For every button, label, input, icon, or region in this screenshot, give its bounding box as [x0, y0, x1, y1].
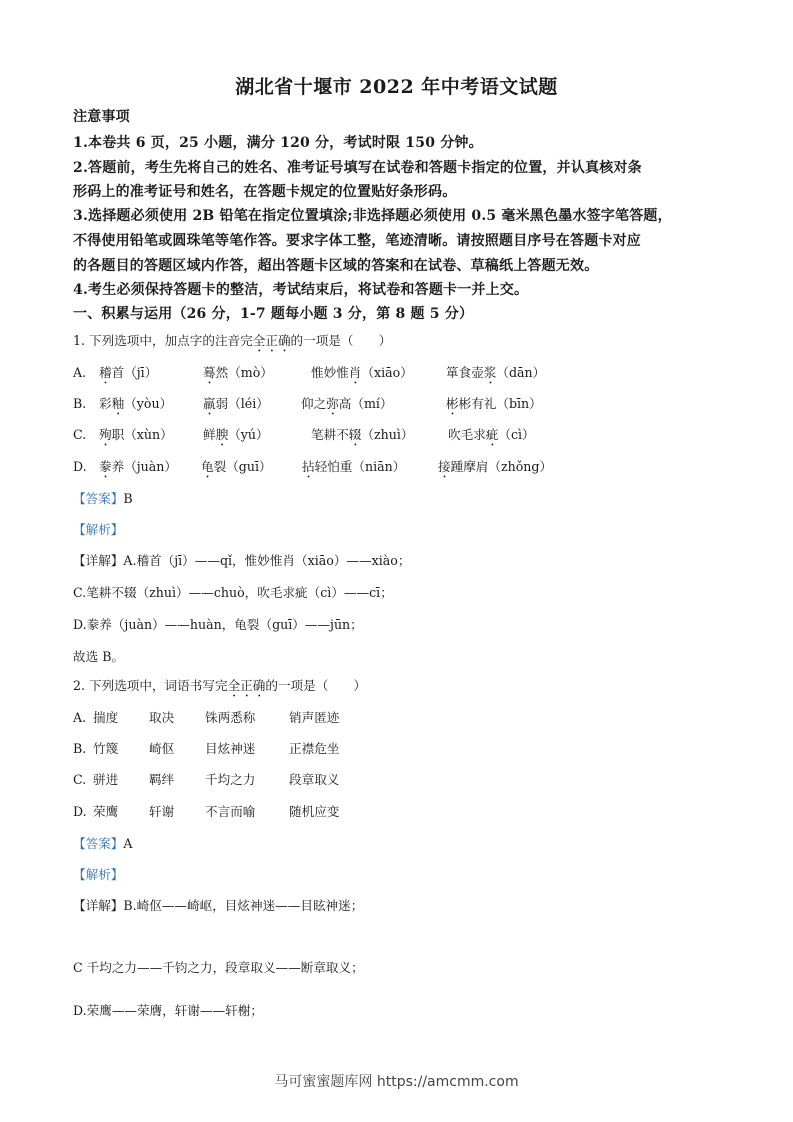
question-2-detail: C 千均之力——千钧之力，段章取义——断章取义；	[73, 960, 364, 975]
notice-line: 2.答题前，考生先将自己的姓名、准考证号填写在试卷和答题卡指定的位置，并认真核对条	[73, 160, 642, 176]
question-1-answer: 【答案】B	[73, 491, 133, 506]
notice-line: 1.本卷共 6 页，25 小题，满分 120 分，考试时限 150 分钟。	[73, 135, 483, 151]
question-1-detail: D.豢养（juàn）——huàn，龟裂（guī）——jūn；	[73, 617, 363, 632]
question-1-option-d: D. 豢养（juàn） 龟裂（guī） 拈轻怕重（niān） 接踵摩肩（zhǒng）	[73, 459, 553, 474]
question-1-option-a: A. 稽首（jī） 蓦然（mò） 惟妙惟肖（xiāo） 箪食壶浆（dān）	[73, 365, 546, 380]
question-1-option-c: C. 殉职（xùn） 鲜腴（yú） 笔耕不辍（zhuì） 吹毛求疵（cì）	[73, 427, 535, 442]
question-2-detail: D.荣鹰——荣膺，轩谢——轩榭；	[73, 1003, 263, 1018]
section-title: 一、积累与运用（26 分，1-7 题每小题 3 分，第 8 题 5 分）	[73, 306, 474, 322]
notice-line: 形码上的准考证号和姓名，在答题卡规定的位置贴好条形码。	[73, 184, 457, 200]
page-footer-watermark: 马可蜜蜜题库网 https://amcmm.com	[274, 1074, 519, 1090]
question-2-option-b: B. 竹篾 崎伛 目炫神迷 正襟危坐	[73, 741, 340, 756]
notice-line: 的各题目的答题区域内作答，超出答题卡区域的答案和在试卷、草稿纸上答题无效。	[73, 258, 599, 274]
question-2-stem: 2. 下列选项中，词语书写完全正确的一项是（ ）	[73, 678, 367, 693]
question-1-stem: 1. 下列选项中，加点字的注音完全正确的一项是（ ）	[73, 333, 392, 348]
notice-line: 不得使用铅笔或圆珠笔等笔作答。要求字体工整，笔迹清晰。请按照题目序号在答题卡对应	[73, 233, 641, 249]
question-2-analysis-tag: 【解析】	[73, 867, 124, 882]
question-1-option-b: B. 彩釉（yòu） 羸弱（léi） 仰之弥高（mí） 彬彬有礼（bīn）	[73, 396, 542, 411]
question-1-conclusion: 故选 B。	[73, 649, 125, 664]
notice-line: 3.选择题必须使用 2B 铅笔在指定位置填涂;非选择题必须使用 0.5 毫米黑色墨水签字笔答题，	[73, 208, 672, 224]
notice-heading: 注意事项	[73, 109, 130, 125]
question-2-option-a: A. 揣度 取决 铢两悉称 销声匿迹	[73, 710, 340, 725]
question-1-detail: C.笔耕不辍（zhuì）——chuò，吹毛求疵（cì）——cī；	[73, 585, 393, 600]
question-2-option-d: D. 荣鹰 轩谢 不言而喻 随机应变	[73, 804, 340, 819]
page-title: 湖北省十堰市 2022 年中考语文试题	[235, 76, 558, 98]
question-2-option-c: C. 骈进 羁绊 千均之力 段章取义	[73, 772, 340, 787]
question-2-detail: 【详解】B.崎伛——崎岖，目炫神迷——目眩神迷；	[73, 898, 364, 913]
question-2-answer: 【答案】A	[73, 836, 133, 851]
question-1-detail: 【详解】A.稽首（jī）——qǐ，惟妙惟肖（xiāo）——xiào；	[73, 553, 411, 568]
notice-line: 4.考生必须保持答题卡的整洁，考试结束后，将试卷和答题卡一并上交。	[73, 282, 529, 298]
question-1-analysis-tag: 【解析】	[73, 522, 124, 537]
